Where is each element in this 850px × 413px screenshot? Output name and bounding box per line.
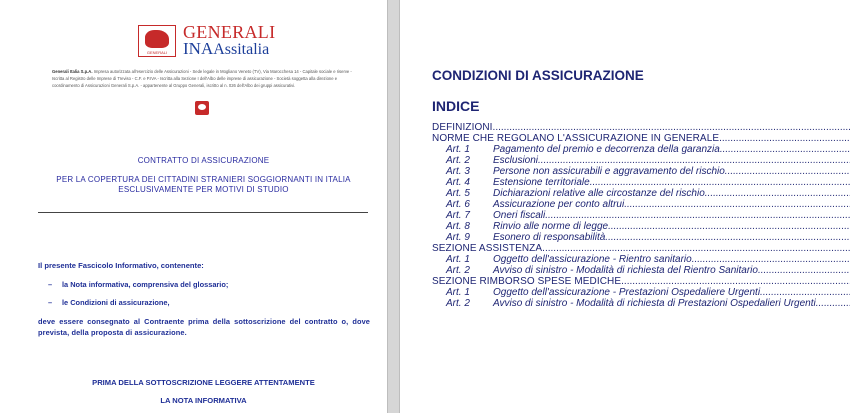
legal-fine-print (52, 68, 352, 89)
toc-dot-leader (725, 166, 850, 177)
bullet-dash: – (48, 298, 53, 307)
toc-article-number: Art. 6 (446, 199, 470, 210)
toc-entry-label: Assicurazione per conto altrui (493, 199, 625, 210)
list-item-text: la Nota informativa, comprensiva del glossario; (62, 280, 229, 289)
toc-article-number: Art. 3 (446, 166, 470, 177)
toc-article-number: Art. 7 (446, 210, 470, 221)
toc-dot-leader (705, 188, 850, 199)
brand-name-ina-assitalia (183, 39, 269, 59)
generali-lion-logo (138, 25, 176, 57)
toc-article-number: Art. 8 (446, 221, 470, 232)
toc-entry-label: Oneri fiscali (493, 210, 546, 221)
coverage-line-1: PER LA COPERTURA DEI CITTADINI STRANIERI SOGGIORNANTI IN ITALIA (56, 175, 351, 184)
toc-article-number: Art. 1 (446, 254, 470, 265)
toc-article-number: Art. 4 (446, 177, 470, 188)
table-of-contents (432, 122, 850, 309)
divider (38, 212, 368, 213)
toc-entry-label: Oggetto dell'assicurazione - Prestazioni Ospedaliere Urgenti (493, 287, 761, 298)
intro-text: Il presente Fascicolo Informativo, contenente: (38, 261, 204, 270)
document-page-right (400, 0, 850, 413)
toc-entry-label: SEZIONE RIMBORSO SPESE MEDICHE (432, 276, 622, 287)
toc-dot-leader (608, 221, 850, 232)
toc-article-number: Art. 2 (446, 155, 470, 166)
toc-section-row (432, 276, 850, 287)
toc-article-row (432, 155, 850, 166)
toc-entry-label: Oggetto dell'assicurazione - Rientro sanitario (493, 254, 692, 265)
small-lion-icon (195, 101, 209, 115)
fine-print-body: Impresa autorizzata all'esercizio delle Assicurazioni - Sede legale in Mogliano Veneto (TV), Via Marocchesa 14 - Capitale sociale e riserve - Iscritta al Registro delle Imprese di Treviso - C.F. e P.IVA - Iscritta alla Sezione I dell'Albo delle imprese di assicurazione - Società soggetta alla direzione e coordinamento di Assicurazioni Generali S.p.A. - appartenente al Gruppo Generali, iscritto al n. 026 dell'Albo dei gruppi assicurativi. (52, 69, 352, 88)
list-item-text: le Condizioni di assicurazione, (62, 298, 170, 307)
document-page-left (0, 0, 387, 413)
toc-entry-label: Rinvio alle norme di legge (493, 221, 609, 232)
toc-article-row (432, 144, 850, 155)
brand-name-generali: GENERALI (183, 22, 276, 42)
toc-article-row (432, 265, 850, 276)
toc-article-number: Art. 1 (446, 287, 470, 298)
toc-entry-label: NORME CHE REGOLANO L'ASSICURAZIONE IN GENERALE (432, 133, 720, 144)
toc-article-row (432, 221, 850, 232)
toc-article-number: Art. 2 (446, 265, 470, 276)
toc-article-row (432, 166, 850, 177)
page-edge (387, 0, 388, 413)
toc-dot-leader (605, 232, 850, 243)
toc-article-row (432, 199, 850, 210)
logo-small-text: GENERALI (146, 50, 168, 55)
toc-entry-label: DEFINIZIONI (432, 122, 493, 133)
toc-entry-label: Esonero di responsabilità (493, 232, 606, 243)
warning-line-1: PRIMA DELLA SOTTOSCRIZIONE LEGGERE ATTENTAMENTE (92, 378, 315, 387)
fine-print-company: Generali Italia S.p.A. (52, 69, 93, 74)
toc-article-number: Art. 1 (446, 144, 470, 155)
toc-article-row (432, 177, 850, 188)
toc-entry-label: Avviso di sinistro - Modalità di richiesta di Prestazioni Ospedalieri Urgenti (493, 298, 816, 309)
toc-article-row (432, 287, 850, 298)
index-title: INDICE (432, 98, 480, 114)
toc-article-row (432, 232, 850, 243)
toc-dot-leader (590, 177, 850, 188)
list-item (48, 298, 170, 307)
coverage-line-2: ESCLUSIVAMENTE PER MOTIVI DI STUDIO (118, 185, 289, 194)
toc-dot-leader (692, 254, 850, 265)
toc-dot-leader (493, 122, 850, 133)
toc-entry-label: Avviso di sinistro - Modalità di richiesta del Rientro Sanitario (493, 265, 758, 276)
toc-dot-leader (720, 144, 850, 155)
toc-dot-leader (542, 243, 850, 254)
toc-dot-leader (621, 276, 850, 287)
toc-dot-leader (719, 133, 850, 144)
toc-entry-label: SEZIONE ASSISTENZA (432, 243, 543, 254)
toc-dot-leader (624, 199, 850, 210)
toc-article-number: Art. 9 (446, 232, 470, 243)
brand-assitalia: Assitalia (213, 41, 270, 58)
brand-ina: INA (183, 39, 214, 58)
toc-dot-leader (758, 265, 850, 276)
delivery-paragraph: deve essere consegnato al Contraente prima della sottoscrizione del contratto o, dove prevista, della proposta di assicurazione. (38, 317, 370, 337)
bullet-dash: – (48, 280, 53, 289)
toc-entry-label: Pagamento del premio e decorrenza della garanzia (493, 144, 720, 155)
toc-dot-leader (538, 155, 850, 166)
toc-entry-label: Esclusioni (493, 155, 539, 166)
toc-section-row (432, 243, 850, 254)
toc-section-row (432, 133, 850, 144)
toc-entry-label: Dichiarazioni relative alle circostanze del rischio (493, 188, 705, 199)
lion-icon (145, 30, 169, 48)
toc-article-row (432, 254, 850, 265)
list-item (48, 280, 228, 289)
page-title: CONDIZIONI DI ASSICURAZIONE (432, 68, 644, 83)
coverage-title (0, 175, 407, 195)
toc-section-row (432, 122, 850, 133)
toc-article-row (432, 210, 850, 221)
toc-article-number: Art. 5 (446, 188, 470, 199)
warning-line-2: LA NOTA INFORMATIVA (160, 396, 247, 405)
toc-entry-label: Estensione territoriale (493, 177, 590, 188)
toc-dot-leader (545, 210, 850, 221)
toc-dot-leader (816, 298, 850, 309)
toc-entry-label: Persone non assicurabili e aggravamento del rischio (493, 166, 725, 177)
toc-article-row (432, 298, 850, 309)
contract-title: CONTRATTO DI ASSICURAZIONE (137, 156, 270, 165)
toc-dot-leader (760, 287, 850, 298)
toc-article-number: Art. 2 (446, 298, 470, 309)
toc-article-row (432, 188, 850, 199)
